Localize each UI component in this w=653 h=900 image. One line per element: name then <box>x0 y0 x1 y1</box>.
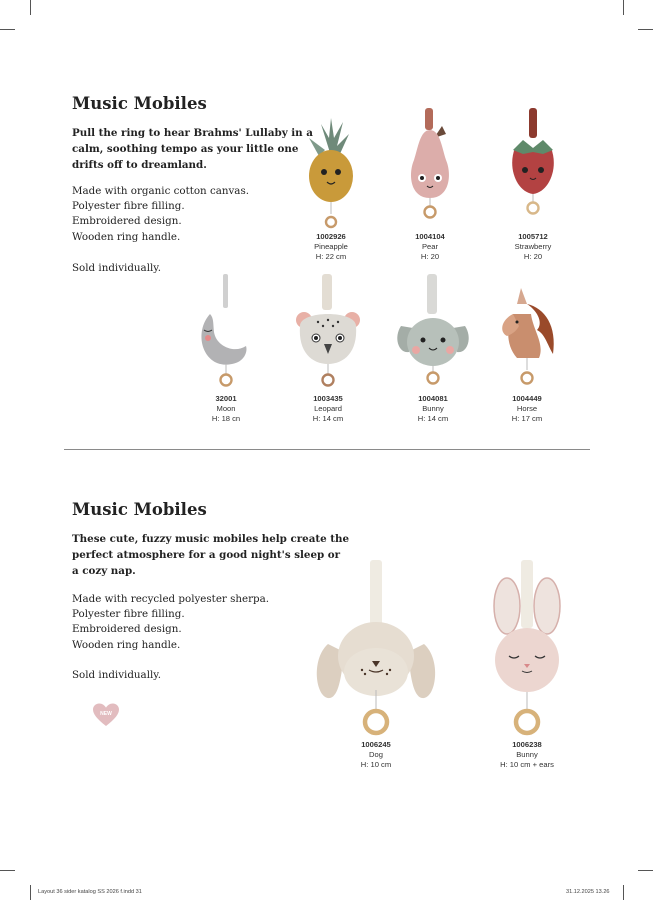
product-name: Leopard <box>314 404 342 413</box>
product-size: H: 14 cm <box>417 414 449 423</box>
lead-line: drifts off to dreamland. <box>72 159 207 171</box>
moon-mobile-icon <box>186 274 266 394</box>
product-size: H: 18 cn <box>211 414 241 423</box>
product-card[interactable] <box>288 274 368 424</box>
footer-slug-left: Layout 36 sider katalog SS 2026 f.indd 31 <box>38 889 142 895</box>
product-name: Strawberry <box>514 242 552 251</box>
crop-mark <box>638 29 653 30</box>
product-name: Moon <box>216 404 236 413</box>
crop-mark <box>623 885 624 900</box>
product-name: Horse <box>516 404 538 413</box>
horse-mobile-icon <box>487 274 567 394</box>
dog-mobile-icon <box>308 560 444 744</box>
product-sku: 1002926 <box>316 232 346 241</box>
pineapple-mobile-icon <box>291 116 371 232</box>
lead-line: calm, soothing tempo as your little one <box>72 143 299 155</box>
lead-line: perfect atmosphere for a good night's sleep or <box>72 549 341 561</box>
sold-note: Sold individually. <box>72 669 162 681</box>
crop-mark <box>0 29 15 30</box>
pear-mobile-icon <box>390 108 470 232</box>
product-name: Bunny <box>516 750 538 759</box>
feature-list <box>72 184 249 245</box>
lead-line: These cute, fuzzy music mobiles help create the <box>72 533 350 545</box>
crop-mark <box>0 870 15 871</box>
product-caption <box>186 394 266 424</box>
section-title: Music Mobiles <box>72 500 207 519</box>
crop-mark <box>30 0 31 15</box>
feature-line: Made with organic cotton canvas. <box>72 185 250 197</box>
product-sku: 1004081 <box>418 394 448 403</box>
strawberry-mobile-icon <box>493 108 573 232</box>
product-caption <box>493 232 573 262</box>
feature-line: Wooden ring handle. <box>72 638 181 651</box>
product-sku: 1006238 <box>512 740 542 749</box>
product-name: Pineapple <box>314 242 348 251</box>
leopard-mobile-icon <box>288 274 368 394</box>
product-sku: 1005712 <box>518 232 548 241</box>
product-caption <box>487 394 567 424</box>
product-card[interactable] <box>461 560 593 770</box>
feature-list <box>72 592 269 653</box>
crop-mark <box>623 0 624 15</box>
product-size: H: 17 cm <box>511 414 543 423</box>
section-lead <box>72 125 313 173</box>
product-name: Bunny <box>422 404 444 413</box>
sold-note: Sold individually. <box>72 262 162 274</box>
product-size: H: 20 <box>523 252 543 261</box>
product-size: H: 14 cm <box>312 414 344 423</box>
feature-line: Embroidered design. <box>72 215 182 228</box>
product-size: H: 10 cm + ears <box>500 760 554 769</box>
product-sku: 32001 <box>215 394 237 403</box>
section-title: Music Mobiles <box>72 94 207 113</box>
feature-line: Polyester fibre filling. <box>72 200 185 213</box>
product-card[interactable] <box>493 108 573 262</box>
product-card[interactable] <box>393 274 473 424</box>
product-caption <box>461 740 593 770</box>
product-caption <box>291 232 371 262</box>
feature-line: Wooden ring handle. <box>72 230 181 243</box>
new-badge <box>93 703 119 727</box>
product-name: Pear <box>421 242 439 251</box>
product-sku: 1006245 <box>361 740 391 749</box>
crop-mark <box>638 870 653 871</box>
footer-slug-right: 31.12.2025 13.26 <box>566 889 610 895</box>
product-card[interactable] <box>390 108 470 262</box>
product-caption <box>288 394 368 424</box>
product-size: H: 10 cm <box>360 760 392 769</box>
product-size: H: 22 cm <box>315 252 347 261</box>
lead-line: a cozy nap. <box>72 565 136 577</box>
product-card[interactable] <box>308 560 444 770</box>
section-divider <box>64 449 590 450</box>
feature-line: Made with recycled polyester sherpa. <box>72 593 270 605</box>
product-sku: 1003435 <box>313 394 343 403</box>
product-caption <box>308 740 444 770</box>
product-size: H: 20 <box>420 252 440 261</box>
product-sku: 1004104 <box>415 232 445 241</box>
product-name: Dog <box>369 750 383 759</box>
product-card[interactable] <box>186 274 266 424</box>
sherpa-bunny-mobile-icon <box>461 560 593 744</box>
product-sku: 1004449 <box>512 394 542 403</box>
product-caption <box>393 394 473 424</box>
new-badge-label: NEW <box>100 711 112 717</box>
feature-line: Polyester fibre filling. <box>72 608 185 621</box>
lead-line: Pull the ring to hear Brahms' Lullaby in a <box>72 127 313 139</box>
product-card[interactable] <box>487 274 567 424</box>
product-caption <box>390 232 470 262</box>
bunny-mobile-icon <box>393 274 473 394</box>
product-card[interactable] <box>291 116 371 262</box>
crop-mark <box>30 885 31 900</box>
feature-line: Embroidered design. <box>72 623 182 636</box>
